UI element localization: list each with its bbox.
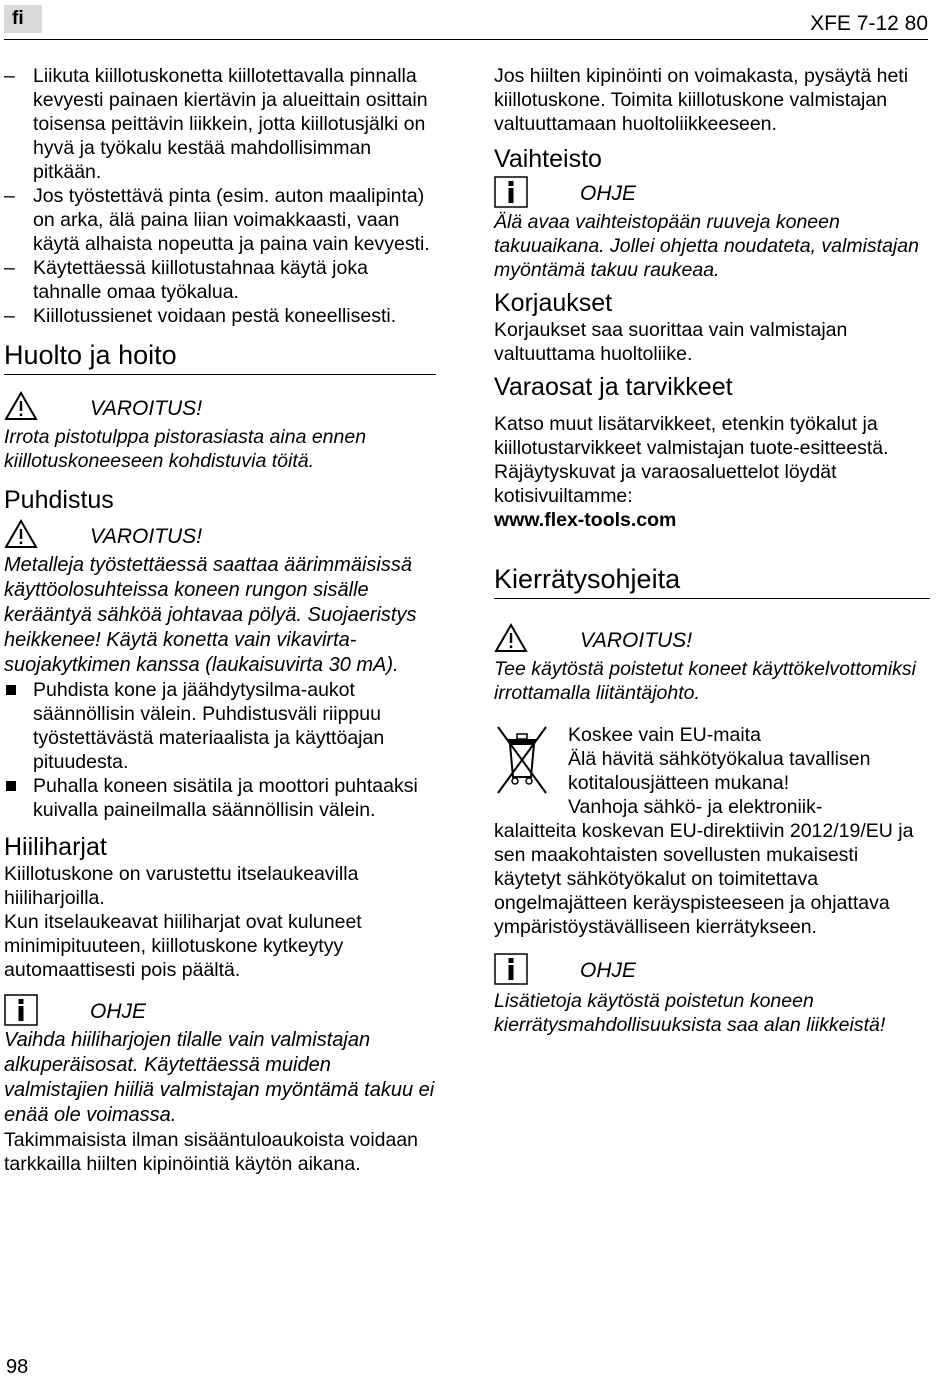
warning-text: Tee käytöstä poistetut koneet käyttökelvottomiksi irrottamalla liitäntäjohto. — [494, 658, 917, 704]
section-heading-parts: Varaosat ja tarvikkeet — [494, 373, 733, 401]
crossed-out-bin-icon — [494, 723, 550, 797]
eu-notice-text: kalaitteita koskevan EU-direktiivin 2012/19/EU ja sen maakohtaisten sovellusten mukaisesti käytetyt sähkötyökalut on toimitettava ongelmajätteen keräyspisteeseen ja ohjattava ympäristöystävälliseen kierrätykseen. — [494, 820, 914, 938]
warning-label: VAROITUS! — [90, 525, 203, 548]
info-icon — [494, 953, 528, 985]
section-heading-gearbox: Vaihteisto — [494, 145, 602, 173]
note-header — [494, 176, 930, 210]
warning-label: VAROITUS! — [580, 629, 693, 652]
paragraph: Kun itselaukeavat hiiliharjat ovat kuluneet minimipituuteen, kiillotuskone kytkeytyy automaattisesti pois päältä. — [4, 911, 362, 981]
right-column — [494, 64, 930, 1037]
warning-triangle-icon — [4, 519, 38, 549]
left-column — [4, 64, 436, 1176]
paragraph: Räjäytyskuvat ja varaosaluettelot löydät kotisivuiltamme: — [494, 461, 837, 507]
note-text: Vaihda hiiliharjojen tilalle vain valmistajan alkuperäisosat. Käytettäessä muiden valmistajien hiiliä valmistajan myöntämä takuu ei enää ole voimassa. — [4, 1029, 435, 1126]
paragraph: Kiillotuskone on varustettu itselaukeavilla hiiliharjoilla. — [4, 863, 359, 909]
warning-triangle-icon — [494, 623, 528, 653]
note-text: Lisätietoja käytöstä poistetun koneen kierrätysmahdollisuuksista saa alan liikkeistä! — [494, 990, 886, 1036]
section-heading-care: Huolto ja hoito — [4, 340, 177, 370]
note-header — [4, 994, 436, 1028]
language-tab: fi — [4, 5, 42, 33]
heading-rule — [494, 598, 930, 599]
note-label: OHJE — [580, 182, 637, 205]
list-item: Puhalla koneen sisätila ja moottori puhtaaksi kuivalla paineilmalla säännöllisin välein. — [4, 774, 436, 822]
warning-triangle-icon — [4, 391, 38, 421]
eu-notice-line: Älä hävitä sähkötyökalua tavallisen kotitalousjätteen mukana! — [568, 748, 871, 794]
list-item: – Liikuta kiillotuskonetta kiillotettavalla pinnalla kevyesti painaen kiertävin ja alueittain osittain toisensa peittävin liikkein, jotta kiillotusjälki on hyvä ja työkalu kestää mahdollisimman pitkään. — [4, 65, 428, 183]
section-heading-recycling: Kierrätysohjeita — [494, 564, 681, 594]
paragraph: Jos hiilten kipinöinti on voimakasta, pysäytä heti kiillotuskone. Toimita kiillotuskone valmistajan valtuuttamaan huoltoliikkeeseen. — [494, 65, 909, 135]
heading-rule — [4, 374, 436, 375]
section-heading-brushes: Hiiliharjat — [4, 833, 107, 861]
section-heading-repairs: Korjaukset — [494, 289, 613, 317]
warning-header — [4, 391, 436, 425]
page-number: 98 — [6, 1356, 29, 1378]
list-item: Puhdista kone ja jäähdytysilma-aukot säännöllisin välein. Puhdistusväli riippuu työstettävästä materiaalista ja käyttöajan pituudesta. — [4, 678, 436, 774]
paragraph: Katso muut lisätarvikkeet, etenkin työkalut ja kiillotustarvikkeet valmistajan tuote-esitteestä. — [494, 413, 889, 459]
warning-header — [4, 519, 436, 553]
website-link[interactable]: www.flex-tools.com — [494, 509, 677, 531]
section-heading-cleaning: Puhdistus — [4, 486, 114, 514]
model-name: XFE 7-12 80 — [810, 12, 928, 35]
info-icon — [4, 994, 38, 1026]
list-item: – Kiillotussienet voidaan pestä koneellisesti. — [4, 305, 397, 327]
bullet-square-icon — [6, 781, 16, 791]
note-text: Älä avaa vaihteistopään ruuveja koneen takuuaikana. Jollei ohjetta noudateta, valmistajan myöntämä takuu raukeaa. — [494, 211, 919, 281]
bullet-square-icon — [6, 685, 16, 695]
header-rule — [4, 39, 928, 40]
list-item: – Käytettäessä kiillotustahnaa käytä joka tahnalle omaa työkalua. — [4, 257, 368, 303]
weee-notice — [494, 723, 930, 939]
info-icon — [494, 176, 528, 208]
note-label: OHJE — [580, 959, 637, 982]
paragraph: Korjaukset saa suorittaa vain valmistajan valtuuttama huoltoliike. — [494, 319, 848, 365]
paragraph: Takimmaisista ilman sisääntuloaukoista voidaan tarkkailla hiilten kipinöintiä käytön aikana. — [4, 1129, 419, 1175]
warning-header — [494, 623, 930, 657]
eu-notice-line: Koskee vain EU-maita — [568, 724, 761, 746]
warning-text: Irrota pistotulppa pistorasiasta aina ennen kiillotuskoneeseen kohdistuvia töitä. — [4, 426, 367, 472]
warning-text: Metalleja työstettäessä saattaa äärimmäisissä käyttöolosuhteissa koneen rungon sisälle kerääntyä sähköä johtavaa pölyä. Suojaeristys heikkenee! Käytä konetta vain vikavirta-suojakytkimen kanssa (laukaisuvirta 30 mA). — [4, 554, 417, 676]
warning-label: VAROITUS! — [90, 397, 203, 420]
note-header — [494, 953, 930, 987]
note-label: OHJE — [90, 1000, 147, 1023]
list-item: – Jos työstettävä pinta (esim. auton maalipinta) on arka, älä paina liian voimakkaasti, vaan käytä alhaista nopeutta ja paina vain kevyesti. — [4, 185, 430, 255]
eu-notice-line: Vanhoja sähkö- ja elektroniik- — [568, 796, 823, 818]
